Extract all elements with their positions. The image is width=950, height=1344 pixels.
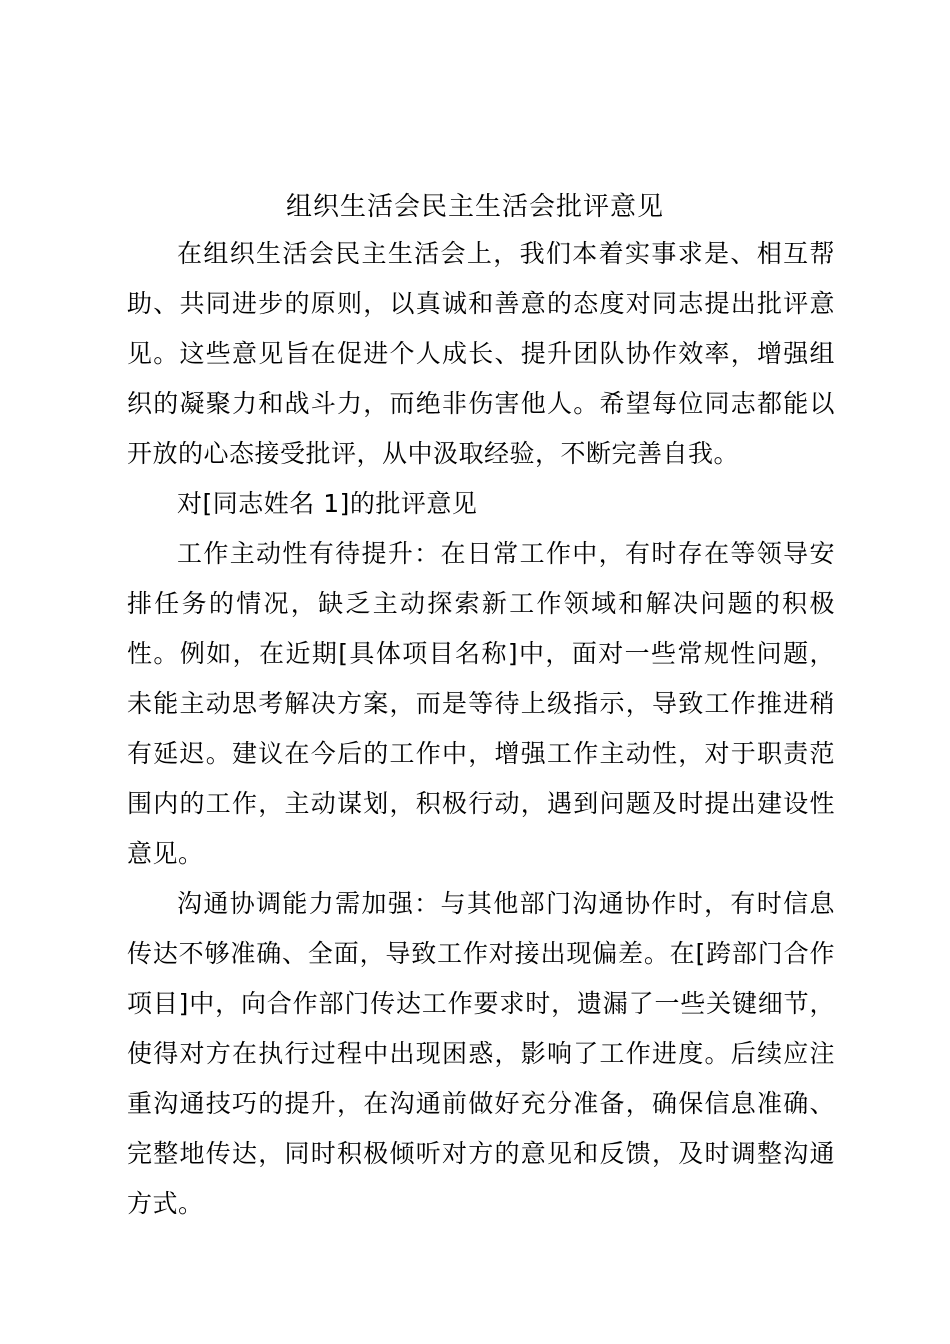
criticism-paragraph-initiative: 工作主动性有待提升：在日常工作中，有时存在等领导安排任务的情况，缺乏主动探索新工作领域和解决问题的积极性。例如，在近期[具体项目名称]中，面对一些常规性问题，未能主动思考解决方案，而是等待上级指示，导致工作推进稍有延迟。建议在今后的工作中，增强工作主动性，对于职责范围内的工作，主动谋划，积极行动，遇到问题及时提出建设性意见。 [127,539,835,868]
section-heading: 对[同志姓名 1]的批评意见 [177,489,478,518]
criticism-paragraph-communication: 沟通协调能力需加强：与其他部门沟通协作时，有时信息传达不够准确、全面，导致工作对接出现偏差。在[跨部门合作项目]中，向合作部门传达工作要求时，遗漏了一些关键细节，使得对方在执行过程中出现困惑，影响了工作进度。后续应注重沟通技巧的提升，在沟通前做好充分准备，确保信息准确、完整地传达，同时积极倾听对方的意见和反馈，及时调整沟通方式。 [127,889,835,1218]
document-title: 组织生活会民主生活会批评意见 [285,192,664,222]
intro-paragraph: 在组织生活会民主生活会上，我们本着实事求是、相互帮助、共同进步的原则，以真诚和善意的态度对同志提出批评意见。这些意见旨在促进个人成长、提升团队协作效率，增强组织的凝聚力和战斗力，而绝非伤害他人。希望每位同志都能以开放的心态接受批评，从中汲取经验，不断完善自我。 [127,239,835,468]
document-body [127,229,835,1229]
